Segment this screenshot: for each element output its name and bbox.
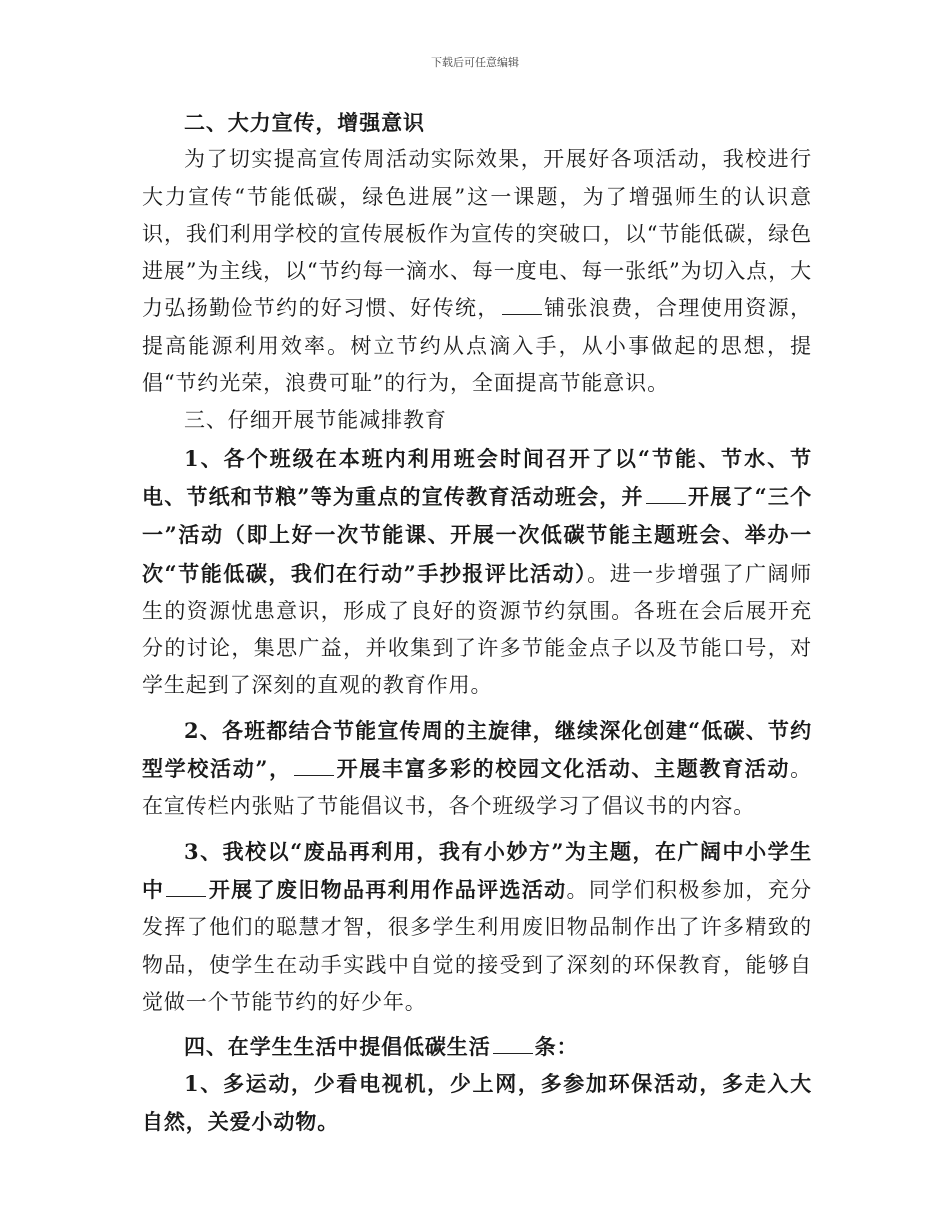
fill-blank	[502, 296, 542, 316]
text-run: 。同学们积极参加，充分发挥了他们的聪慧才智，很多学生利用废旧物品制作出了许多精致的物品，使学生在动手实践中自觉的接受到了深刻的环保教育，能够自觉做一个节能节约的好少年。	[142, 877, 812, 1014]
section-heading-2: 二、大力宣传，增强意识	[184, 110, 425, 135]
text-run-bold: 四、在学生生活中提倡低碳生活	[184, 1034, 491, 1060]
fill-blank	[294, 756, 334, 776]
text-run-bold: 1、各个班级在本班内利用班会时间召开了以“节能、节水、节电、节纸和节粮”等为重点的宣传教育活动班会，并	[142, 445, 812, 509]
paragraph-class-meetings	[142, 440, 812, 705]
fill-blank	[646, 484, 686, 504]
text-run-bold: 开展丰富多彩的校园文化活动、主题教育活动	[335, 756, 791, 782]
text-run: 。在宣传栏内张贴了节能倡议书，各个班级学习了倡议书的内容。	[142, 757, 812, 819]
paragraph-publicity	[142, 141, 812, 402]
text-run-bold: 条：	[534, 1034, 579, 1060]
page-header: 下载后可任意编辑	[431, 56, 519, 69]
text-run-bold: 开展了“三个一”活动（即上好一次节能课、开展一次低碳节能主题班会、举办一次“节能低碳，我们在行动”手抄报评比活动）	[142, 483, 813, 586]
section-heading-3: 三、仔细开展节能减排教育	[184, 408, 447, 433]
text-run-bold: 3、我校以“废品再利用，我有小妙方”为主题，在广阔中小学生中	[142, 838, 812, 902]
fill-blank	[166, 877, 206, 897]
paragraph-campus-culture	[142, 712, 812, 826]
text-run-bold: 开展了废旧物品再利用作品评选活动	[208, 876, 567, 902]
text-run: 铺张浪费，合理使用资源，提高能源利用效率。树立节约从点滴入手，从小事做起的思想，提倡“节约光荣，浪费可耻”的行为，全面提高节能意识。	[142, 296, 812, 396]
text-run-bold: 2、各班都结合节能宣传周的主旋律，继续深化创建“低碳、节约型学校活动”，	[142, 717, 812, 782]
list-item-1: 1、多运动，少看电视机，少上网，多参加环保活动，多走入大自然，关爱小动物。	[142, 1071, 812, 1134]
paragraph-recycling	[142, 833, 812, 1021]
text-run: 。进一步增强了广阔师生的资源忧患意识，形成了良好的资源节约氛围。各班在会后展开充分的讨论，集思广益，并收集到了许多节能金点子以及节能口号，对学生起到了深刻的直观的教育作用。	[142, 561, 813, 698]
fill-blank	[493, 1034, 533, 1054]
document-body	[142, 104, 812, 1140]
text-run: 为了切实提高宣传周活动实际效果，开展好各项活动，我校进行大力宣传“节能低碳，绿色进展”这一课题，为了增强师生的认识意识，我们利用学校的宣传展板作为宣传的突破口，以“节能低碳，绿色进展”为主线，以“节约每一滴水、每一度电、每一张纸”为切入点，大力弘扬勤俭节约的好习惯、好传统，	[142, 147, 813, 321]
section-heading-4	[142, 1028, 812, 1065]
